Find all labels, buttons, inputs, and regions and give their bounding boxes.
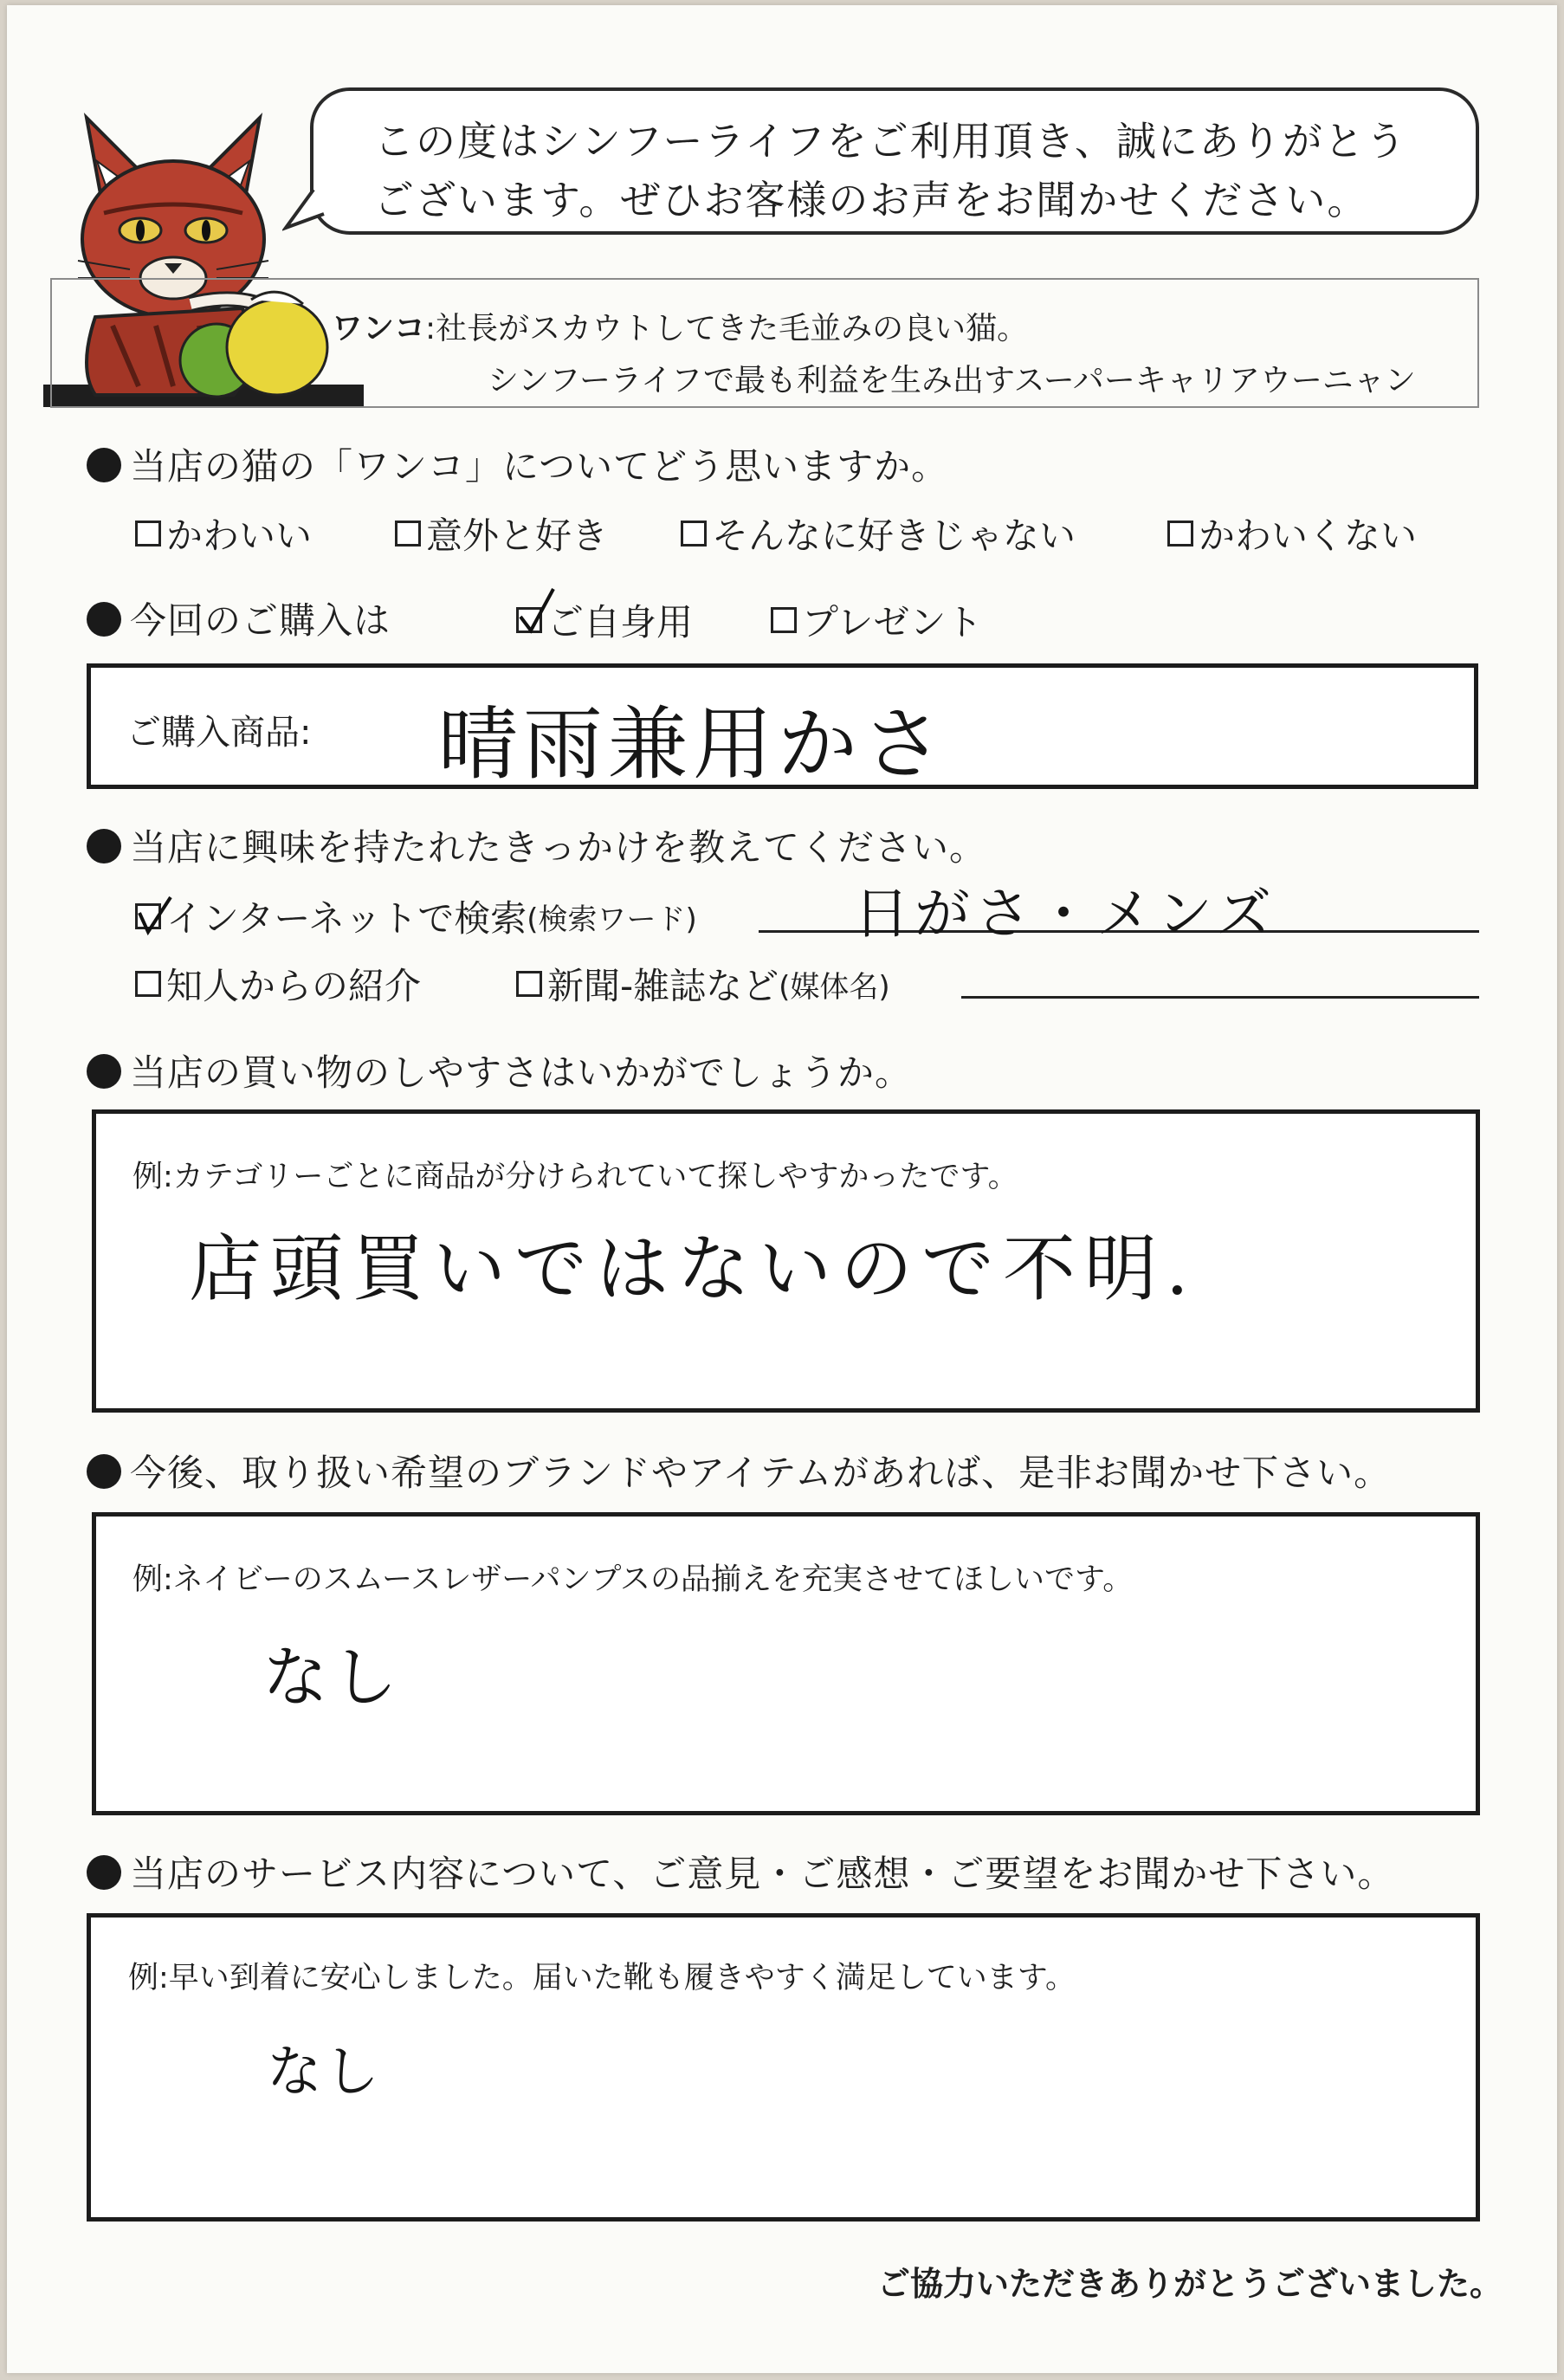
option-label: ご自身用 <box>547 601 694 644</box>
option-label: 意外と好き <box>426 514 609 557</box>
bubble-tail <box>282 183 334 235</box>
option-kawaii[interactable] <box>135 508 312 559</box>
option-sonnani[interactable] <box>681 508 1076 559</box>
question-text: 当店の猫の「ワンコ」についてどう思いますか。 <box>130 445 949 488</box>
question-brand-request <box>87 1445 1391 1497</box>
question-text: 当店の買い物のしやすさはいかがでしょうか。 <box>130 1051 913 1094</box>
option-label: プレゼント <box>802 601 983 644</box>
option-hint: (媒体名) <box>779 969 890 1005</box>
question-text: 当店のサービス内容について、ご意見・ご感想・ご要望をお聞かせ下さい。 <box>130 1853 1395 1895</box>
brand-example: 例:ネイビーのスムースレザーパンプスの品揃えを充実させてほしいです。 <box>132 1562 1134 1597</box>
checkbox[interactable] <box>395 521 421 546</box>
checkbox[interactable] <box>681 521 707 546</box>
product-value[interactable]: 晴雨兼用かさ <box>438 698 948 791</box>
mascot-intro-line-1 <box>332 304 1028 348</box>
ease-example: 例:カテゴリーごとに商品が分けられていて探しやすかったです。 <box>132 1160 1018 1194</box>
option-label: 知人からの紹介 <box>166 965 422 1007</box>
greeting-bubble <box>310 87 1479 235</box>
search-word-input[interactable]: 日がさ・メンズ <box>854 883 1277 947</box>
product-label: ご購入商品: <box>126 713 312 753</box>
option-label: そんなに好きじゃない <box>712 514 1076 557</box>
bullet-icon <box>87 1454 121 1489</box>
option-kawaikunai[interactable] <box>1167 508 1417 559</box>
option-hint: (検索ワード) <box>527 902 697 937</box>
checkbox[interactable] <box>135 971 161 997</box>
mascot-desc-1: :社長がスカウトしてきた毛並みの良い猫。 <box>425 311 1029 346</box>
bullet-icon <box>87 602 121 637</box>
mascot-desc-2: シンフーライフで最も利益を生み出すスーパーキャリアウーニャン <box>488 363 1416 398</box>
brand-answer: なし <box>262 1639 401 1716</box>
question-text: 当店に興味を持たれたきっかけを教えてください。 <box>130 826 987 869</box>
question-trigger <box>87 819 986 871</box>
bullet-icon <box>87 448 121 482</box>
bullet-icon <box>87 1054 121 1089</box>
option-self-use[interactable] <box>516 594 693 646</box>
option-friend[interactable] <box>135 958 421 1010</box>
checkbox[interactable] <box>135 521 161 546</box>
checkmark-icon <box>136 894 176 937</box>
greeting-line-1: この度はシンフーライフをご利用頂き、誠にありがとう <box>374 118 1407 165</box>
checkbox-checked[interactable] <box>516 607 542 633</box>
checkbox-checked[interactable] <box>135 903 161 929</box>
ease-answer: 店頭買いではないので不明. <box>189 1226 1198 1311</box>
option-label: かわいくない <box>1199 514 1418 557</box>
option-media[interactable] <box>516 958 890 1010</box>
question-text: 今後、取り扱い希望のブランドやアイテムがあれば、是非お聞かせ下さい。 <box>130 1452 1392 1494</box>
checkbox[interactable] <box>516 971 542 997</box>
checkbox[interactable] <box>1167 521 1193 546</box>
survey-card <box>7 5 1557 2373</box>
question-cat-opinion <box>87 438 948 490</box>
service-example: 例:早い到着に安心しました。届いた靴も履きやすく満足しています。 <box>128 1961 1076 1995</box>
question-service-feedback <box>87 1846 1394 1898</box>
bullet-icon <box>87 1855 121 1890</box>
greeting-line-2: ございます。ぜひお客様のお声をお聞かせください。 <box>374 177 1369 223</box>
option-label: かわいい <box>166 514 313 557</box>
option-internet-search[interactable] <box>135 890 697 942</box>
question-ease-of-shopping <box>87 1044 912 1096</box>
mascot-name: ワンコ <box>332 311 426 346</box>
checkbox[interactable] <box>771 607 797 633</box>
question-text: 今回のご購入は <box>130 599 391 642</box>
option-present[interactable] <box>771 594 982 646</box>
service-answer: なし <box>267 2040 381 2105</box>
option-igai-suki[interactable] <box>395 508 608 559</box>
checkmark-icon <box>517 587 557 636</box>
option-label: インターネットで検索 <box>166 897 527 940</box>
bullet-icon <box>87 829 121 863</box>
question-purchase-type <box>87 592 391 644</box>
thank-you-footer: ご協力いただきありがとうございました。 <box>877 2265 1503 2303</box>
option-label: 新聞-雑誌など <box>547 965 779 1007</box>
media-name-underline[interactable] <box>961 996 1479 999</box>
